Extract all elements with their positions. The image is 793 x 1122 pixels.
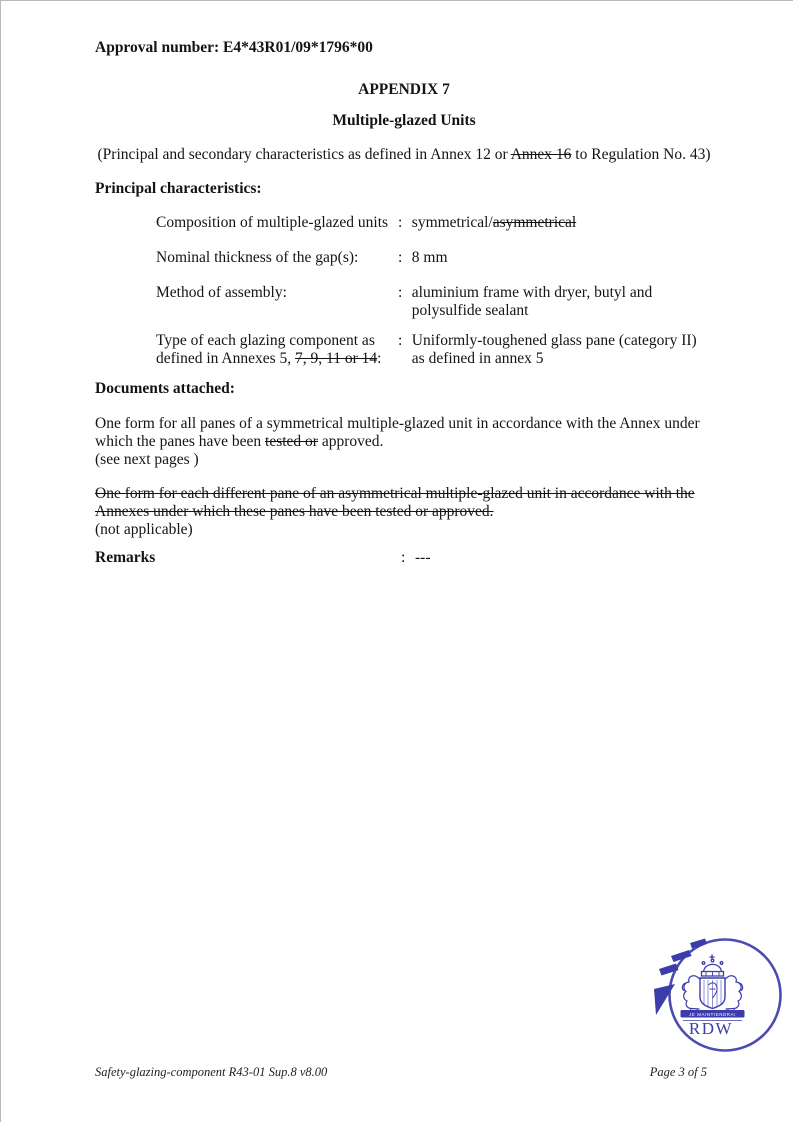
rdw-stamp — [653, 933, 793, 1057]
struck-text: 7, 9, 11 or 14 — [295, 350, 378, 367]
stamp-motto: JE MAINTIENDRAI — [689, 1011, 736, 1017]
label-text: Type of each glazing component as defined in Annexes 5, — [156, 332, 375, 367]
row-value — [412, 214, 713, 232]
stamp-streaks-icon — [654, 939, 707, 1016]
struck-text: Annex 16 — [510, 146, 572, 163]
see-next-pages-note: (see next pages ) — [95, 451, 199, 468]
approval-label: Approval number: — [95, 39, 220, 56]
remarks-label: Remarks — [95, 549, 156, 566]
row-label: Nominal thickness of the gap(s): — [156, 249, 359, 266]
colon-separator: : — [397, 284, 403, 301]
colon-separator: : — [401, 549, 406, 566]
struck-text: tested or — [265, 433, 318, 450]
document-title: Multiple-glazed Units — [332, 112, 476, 129]
stamp-org-text: RDW — [688, 1019, 734, 1038]
colon-separator: : — [397, 332, 403, 349]
footer-doc-ref: Safety-glazing-component R43-01 Sup.8 v8.00 — [95, 1065, 328, 1079]
subtitle-text: (Principal and secondary characteristics as defined in Annex 12 or — [97, 146, 511, 163]
approval-number-line — [95, 39, 713, 57]
row-value: 8 mm — [411, 249, 448, 266]
page-content — [1, 1, 793, 567]
documents-attached-heading: Documents attached: — [95, 380, 235, 397]
principal-characteristics-heading: Principal characteristics: — [95, 180, 262, 197]
approval-number: E4*43R01/09*1796*00 — [223, 39, 373, 56]
coat-of-arms-icon — [681, 955, 745, 1021]
characteristic-row-glazing-type — [95, 332, 713, 368]
row-label — [156, 332, 398, 368]
remarks-row — [95, 549, 713, 567]
characteristic-row-gap-thickness — [95, 249, 713, 267]
footer-page-indicator: Page 3 of 5 — [649, 1065, 707, 1079]
symmetrical-form-paragraph — [95, 415, 707, 469]
characteristic-row-composition — [95, 214, 713, 232]
value-text: symmetrical/ — [411, 214, 493, 231]
colon-separator: : — [397, 249, 403, 266]
row-label: Composition of multiple-glazed units — [156, 214, 389, 231]
row-label: Method of assembly: — [156, 284, 287, 301]
struck-text: One form for each different pane of an asymmetrical multiple-glazed unit in accordance with the Annexes under which these panes have been tested or approved. — [95, 485, 695, 520]
subtitle-text: to Regulation No. 43) — [571, 146, 711, 163]
not-applicable-note: (not applicable) — [95, 521, 193, 538]
paragraph-text: One form for all panes of a symmetrical multiple-glazed unit in accordance with the Annex under which the panes have been — [95, 415, 700, 450]
rdw-stamp-graphic — [653, 933, 793, 1057]
row-value: aluminium frame with dryer, butyl and polysulfide sealant — [411, 284, 653, 319]
characteristic-row-assembly — [95, 284, 713, 320]
appendix-title: APPENDIX 7 — [358, 81, 450, 98]
characteristics-subtitle — [95, 146, 713, 164]
label-text: : — [377, 350, 382, 367]
asymmetrical-form-paragraph — [95, 485, 707, 539]
remarks-value: --- — [415, 549, 431, 566]
characteristics-table — [95, 214, 713, 368]
row-value: Uniformly-toughened glass pane (category II) as defined in annex 5 — [411, 332, 697, 367]
colon-separator: : — [397, 214, 403, 231]
paragraph-text: approved. — [317, 433, 384, 450]
struck-text: asymmetrical — [492, 214, 577, 231]
